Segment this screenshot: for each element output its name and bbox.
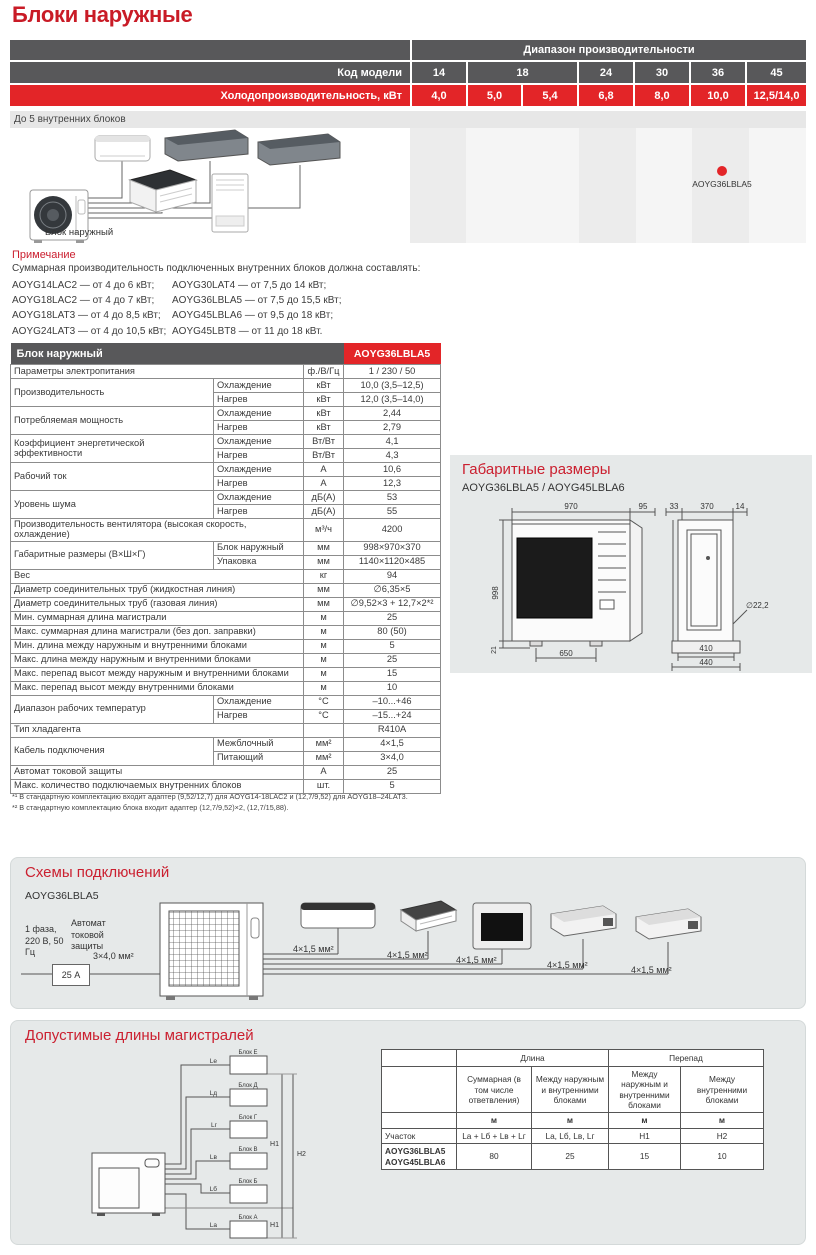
table-cell: Кабель подключения xyxy=(11,737,214,765)
outdoor-unit-label: Блок наружный xyxy=(45,227,114,238)
pipe-label: Lб xyxy=(209,1186,217,1193)
capacity-value: 10,0 xyxy=(691,85,745,106)
table-cell: Производительность xyxy=(11,379,214,407)
table-cell: м xyxy=(304,639,344,653)
capacity-value: 8,0 xyxy=(635,85,689,106)
pipe-label: Lв xyxy=(209,1154,217,1161)
dim-base-out-label: 440 xyxy=(699,658,713,667)
capacity-label: Холодопроизводительность, кВт xyxy=(10,85,410,106)
table-cell: 1 / 230 / 50 xyxy=(344,365,441,379)
table-cell: м xyxy=(304,653,344,667)
table-cell: дБ(А) xyxy=(304,491,344,505)
block-label: Блок Б xyxy=(238,1179,258,1185)
table-cell: кВт xyxy=(304,393,344,407)
notes-title: Примечание xyxy=(12,249,76,261)
table-cell: Блок наружный xyxy=(214,541,304,555)
column-stripe xyxy=(466,128,579,243)
block-label: Блок Е xyxy=(238,1050,258,1056)
table-cell: м xyxy=(304,625,344,639)
table-cell: AOYG36LBLA5 AOYG45LBLA6 xyxy=(382,1144,457,1170)
notes-section xyxy=(12,249,442,339)
table-cell: Lа + Lб + Lв + Lг xyxy=(457,1128,532,1143)
table-cell: м xyxy=(609,1113,681,1128)
table-cell: Мин. длина между наружным и внутренними блоками xyxy=(11,639,304,653)
table-cell: м xyxy=(681,1113,764,1128)
model-code-18: 18 xyxy=(468,62,577,83)
table-cell: м³/ч xyxy=(304,519,344,542)
table-cell: Диаметр соединительных труб (жидкостная линия) xyxy=(11,583,304,597)
column-stripe xyxy=(579,128,636,243)
table-cell: 4,1 xyxy=(344,435,441,449)
wiring-cassette-unit-icon xyxy=(401,901,456,931)
table-cell xyxy=(382,1113,457,1128)
capacity-value: 12,5/14,0 xyxy=(747,85,806,106)
table-cell: 25 xyxy=(344,611,441,625)
table-cell: 10,6 xyxy=(344,463,441,477)
table-row xyxy=(11,583,441,597)
notes-intro: Суммарная производительность подключенных внутренних блоков должна составлять: xyxy=(12,263,421,274)
table-cell: 94 xyxy=(344,569,441,583)
indoor-outdoor-diagram xyxy=(10,128,410,243)
lengths-diagram xyxy=(11,1046,361,1244)
table-cell: 5 xyxy=(344,779,441,793)
unit-cable-label: 4×1,5 мм² xyxy=(387,950,428,960)
table-cell: 10 xyxy=(681,1144,764,1170)
capacity-range-header: Диапазон производительности xyxy=(412,40,806,60)
notes-right-column xyxy=(172,278,342,339)
note-line: AOYG18LAC2 — от 4 до 7 кВт; xyxy=(12,295,155,307)
table-cell: 12,0 (3,5–14,0) xyxy=(344,393,441,407)
block-v xyxy=(230,1153,267,1169)
lengths-panel xyxy=(10,1020,806,1245)
table-row xyxy=(11,653,441,667)
table-cell: 3×4,0 xyxy=(344,751,441,765)
note-line: AOYG45LBLA6 — от 9,5 до 18 кВт; xyxy=(172,310,334,322)
table-row xyxy=(11,597,441,611)
unit-cable-label: 4×1,5 мм² xyxy=(547,960,588,970)
power-cable-label: 3×4,0 мм² xyxy=(93,951,134,961)
note-line: AOYG18LAT3 — от 4 до 8,5 кВт; xyxy=(12,310,161,322)
dim-width-label: 970 xyxy=(564,502,578,511)
table-cell: Нагрев xyxy=(214,477,304,491)
table-cell: °С xyxy=(304,695,344,709)
table-cell: 15 xyxy=(609,1144,681,1170)
table-row xyxy=(11,765,441,779)
table-row xyxy=(11,611,441,625)
breaker-rating: 25 А xyxy=(52,964,90,986)
table-cell: Макс. суммарная длина магистрали (без доп. заправки) xyxy=(11,625,304,639)
table-cell: –15...+24 xyxy=(344,709,441,723)
table-row xyxy=(11,681,441,695)
table-cell: 4,3 xyxy=(344,449,441,463)
cassette-unit-icon xyxy=(130,170,196,212)
pipe-label: Lа xyxy=(209,1222,217,1229)
table-cell: Вт/Вт xyxy=(304,435,344,449)
dim-foot-label: 21 xyxy=(491,646,498,654)
table-cell: Макс. перепад высот между наружным и внутренними блоками xyxy=(11,667,304,681)
table-cell: Между наружным и внутренними блоками xyxy=(609,1067,681,1113)
table-cell: 10 xyxy=(344,681,441,695)
wiring-outdoor-unit-icon xyxy=(160,903,263,1000)
wall-unit-icon xyxy=(95,136,150,161)
pipe-label: Lг xyxy=(211,1122,217,1129)
note-line: AOYG14LAC2 — от 4 до 6 кВт; xyxy=(12,280,155,291)
capacity-corner-cell xyxy=(10,40,410,60)
note-line: AOYG30LAT4 — от 7,5 до 14 кВт; xyxy=(172,280,327,291)
table-cell: ф./В/Гц xyxy=(304,365,344,379)
table-cell: Габаритные размеры (В×Ш×Г) xyxy=(11,541,214,569)
table-cell: Охлаждение xyxy=(214,491,304,505)
dimensions-drawing xyxy=(450,498,812,673)
table-cell: 55 xyxy=(344,505,441,519)
wiring-duct-unit-icon xyxy=(636,909,701,939)
block-label: Блок А xyxy=(238,1215,258,1221)
dim-span-label: 650 xyxy=(559,649,573,658)
table-cell: Между наружным и внутренними блоками xyxy=(532,1067,609,1113)
lengths-outdoor-unit-icon xyxy=(92,1153,165,1216)
table-cell: кг xyxy=(304,569,344,583)
table-cell: Вес xyxy=(11,569,304,583)
table-cell: Охлаждение xyxy=(214,695,304,709)
table-cell: Мин. суммарная длина магистрали xyxy=(11,611,304,625)
capacity-values-row xyxy=(10,85,806,106)
table-cell: мм² xyxy=(304,751,344,765)
capacity-value: 6,8 xyxy=(579,85,633,106)
table-cell: м xyxy=(457,1113,532,1128)
dim-height-label: 998 xyxy=(491,586,500,600)
table-cell: Макс. количество подключаемых внутренних блоков xyxy=(11,779,304,793)
table-cell: 4200 xyxy=(344,519,441,542)
table-cell: А xyxy=(304,765,344,779)
model-code-36: 36 xyxy=(691,62,745,83)
table-cell: H1 xyxy=(609,1128,681,1143)
notes-left-column xyxy=(12,278,172,339)
table-row xyxy=(382,1050,764,1067)
table-cell: Перепад xyxy=(609,1050,764,1067)
indoor-units-band-label: До 5 внутренних блоков xyxy=(14,114,126,125)
table-cell: мм xyxy=(304,541,344,555)
table-cell: Рабочий ток xyxy=(11,463,214,491)
dim-d1-label: 33 xyxy=(669,502,679,511)
table-cell: 25 xyxy=(344,765,441,779)
dimensions-models: AOYG36LBLA5 / AOYG45LBLA6 xyxy=(462,482,625,494)
wiring-model: AOYG36LBLA5 xyxy=(25,890,99,902)
note-line: AOYG24LAT3 — от 4 до 10,5 кВт; xyxy=(12,325,167,337)
dim-base-in-label: 410 xyxy=(699,644,713,653)
page-title: Блоки наружные xyxy=(12,2,193,27)
block-e xyxy=(230,1056,267,1074)
table-cell: 2,79 xyxy=(344,421,441,435)
block-label: Блок В xyxy=(238,1147,258,1153)
h2-label: H2 xyxy=(297,1151,306,1158)
table-cell xyxy=(382,1050,457,1067)
pipe-label: Lе xyxy=(209,1058,217,1065)
column-stripe xyxy=(410,128,466,243)
spec-header-row xyxy=(11,343,441,365)
table-cell: 80 xyxy=(457,1144,532,1170)
table-cell: 998×970×370 xyxy=(344,541,441,555)
table-cell: Параметры электропитания xyxy=(11,365,304,379)
table-cell: Lа, Lб, Lв, Lг xyxy=(532,1128,609,1143)
wiring-panel xyxy=(10,857,806,1009)
breaker-label: Автомат токовой защиты xyxy=(71,918,106,952)
model-code-24: 24 xyxy=(579,62,633,83)
table-cell: Диаметр соединительных труб (газовая линия) xyxy=(11,597,304,611)
table-cell: 80 (50) xyxy=(344,625,441,639)
table-cell: Охлаждение xyxy=(214,407,304,421)
table-cell: Уровень шума xyxy=(11,491,214,519)
table-cell: Питающий xyxy=(214,751,304,765)
table-cell xyxy=(382,1067,457,1113)
table-cell: мм xyxy=(304,583,344,597)
lengths-title: Допустимые длины магистралей xyxy=(25,1027,254,1044)
table-cell: шт. xyxy=(304,779,344,793)
table-cell: кВт xyxy=(304,379,344,393)
pipe-label: Lд xyxy=(209,1090,217,1097)
power-supply-label: 1 фаза, 220 В, 50 Гц xyxy=(25,924,64,958)
table-cell: 15 xyxy=(344,667,441,681)
table-cell: Охлаждение xyxy=(214,463,304,477)
table-cell: Нагрев xyxy=(214,709,304,723)
table-cell: Макс. длина между наружным и внутренними блоками xyxy=(11,653,304,667)
table-cell: кВт xyxy=(304,421,344,435)
table-cell xyxy=(304,723,344,737)
table-row xyxy=(382,1113,764,1128)
table-cell: 25 xyxy=(532,1144,609,1170)
table-cell: Потребляемая мощность xyxy=(11,407,214,435)
table-row xyxy=(11,463,441,477)
capacity-value: 4,0 xyxy=(412,85,466,106)
table-cell: –10...+46 xyxy=(344,695,441,709)
table-cell: Межблочный xyxy=(214,737,304,751)
capacity-table xyxy=(10,40,806,106)
block-g xyxy=(230,1121,267,1138)
table-cell: 1140×1120×485 xyxy=(344,555,441,569)
block-label: Блок Д xyxy=(238,1083,258,1089)
wiring-console-unit-icon xyxy=(473,903,531,949)
table-cell: Нагрев xyxy=(214,505,304,519)
model-code-row xyxy=(10,62,806,83)
table-cell: Автомат токовой защиты xyxy=(11,765,304,779)
table-cell: мм xyxy=(304,555,344,569)
table-cell: Коэффициент энергетической эффективности xyxy=(11,435,214,463)
footnote-1: *¹ В стандартную комплектацию входит адаптер (9,52/12,7) для AOYG14-18LAC2 и (12,7/9,52) для AOYG18–24LAT3. xyxy=(12,792,408,801)
table-cell: 10,0 (3,5–12,5) xyxy=(344,379,441,393)
capacity-value: 5,0 xyxy=(468,85,521,106)
table-cell: 2,44 xyxy=(344,407,441,421)
table-row xyxy=(11,639,441,653)
table-cell: 5 xyxy=(344,639,441,653)
table-cell: мм² xyxy=(304,737,344,751)
table-cell: 4×1,5 xyxy=(344,737,441,751)
table-row xyxy=(11,667,441,681)
table-cell: Упаковка xyxy=(214,555,304,569)
unit-cable-label: 4×1,5 мм² xyxy=(631,965,672,975)
table-row xyxy=(11,519,441,542)
table-cell: Суммарная (в том числе ответвления) xyxy=(457,1067,532,1113)
model-dot xyxy=(717,166,727,176)
table-cell: Охлаждение xyxy=(214,435,304,449)
capacity-range-row xyxy=(10,40,806,60)
table-cell: м xyxy=(304,611,344,625)
table-row xyxy=(382,1067,764,1113)
capacity-value: 5,4 xyxy=(523,85,577,106)
table-cell: Диапазон рабочих температур xyxy=(11,695,214,723)
table-row xyxy=(382,1144,764,1170)
table-cell: Нагрев xyxy=(214,449,304,463)
floor-unit-icon xyxy=(212,174,248,232)
table-cell: Нагрев xyxy=(214,421,304,435)
model-code-45: 45 xyxy=(747,62,806,83)
table-row xyxy=(11,379,441,393)
spec-header-model: AOYG36LBLA5 xyxy=(344,343,441,365)
table-cell: H2 xyxy=(681,1128,764,1143)
table-cell: Нагрев xyxy=(214,393,304,407)
table-cell: дБ(А) xyxy=(304,505,344,519)
table-cell: Вт/Вт xyxy=(304,449,344,463)
wiring-duct-unit-icon xyxy=(551,906,616,936)
dim-depth-label: 370 xyxy=(700,502,714,511)
table-row xyxy=(11,779,441,793)
table-row xyxy=(11,737,441,751)
model-code-label: Код модели xyxy=(10,62,410,83)
model-code-14: 14 xyxy=(412,62,466,83)
dim-hole-label: ∅22,2 xyxy=(746,601,769,610)
unit-cable-label: 4×1,5 мм² xyxy=(293,944,334,954)
table-cell: Охлаждение xyxy=(214,379,304,393)
unit-cable-label: 4×1,5 мм² xyxy=(456,955,497,965)
note-line: AOYG36LBLA5 — от 7,5 до 15,5 кВт; xyxy=(172,295,342,307)
dimensions-panel xyxy=(450,455,812,673)
table-cell: 12,3 xyxy=(344,477,441,491)
table-cell: Тип хладагента xyxy=(11,723,304,737)
table-row xyxy=(11,365,441,379)
table-row xyxy=(11,541,441,555)
table-row xyxy=(11,569,441,583)
h1-label: H1 xyxy=(270,1141,279,1148)
table-cell: ∅9,52×3 + 12,7×2*² xyxy=(344,597,441,611)
table-cell: Производительность вентилятора (высокая скорость, охлаждение) xyxy=(11,519,304,542)
note-line: AOYG45LBT8 — от 11 до 18 кВт. xyxy=(172,325,323,337)
wiring-wall-unit-icon xyxy=(301,903,375,928)
dim-d2-label: 14 xyxy=(735,502,745,511)
table-cell: Между внутренними блоками xyxy=(681,1067,764,1113)
wiring-title: Схемы подключений xyxy=(25,864,170,881)
duct-unit-icon xyxy=(258,134,340,165)
table-cell: 53 xyxy=(344,491,441,505)
table-cell: °С xyxy=(304,709,344,723)
table-row xyxy=(11,695,441,709)
table-cell: м xyxy=(304,681,344,695)
table-row xyxy=(11,491,441,505)
model-code-30: 30 xyxy=(635,62,689,83)
block-d xyxy=(230,1089,267,1106)
table-cell: Длина xyxy=(457,1050,609,1067)
table-row xyxy=(11,723,441,737)
table-row xyxy=(382,1128,764,1143)
h1-lower-label: H1 xyxy=(270,1222,279,1229)
dimensions-title: Габаритные размеры xyxy=(462,461,611,478)
table-cell: ∅6,35×5 xyxy=(344,583,441,597)
model-dot-label: AOYG36LBLA5 xyxy=(692,179,752,189)
table-cell: R410A xyxy=(344,723,441,737)
table-cell: А xyxy=(304,463,344,477)
spec-header-left: Блок наружный xyxy=(11,343,344,365)
block-label: Блок Г xyxy=(238,1115,258,1121)
block-a xyxy=(230,1221,267,1238)
table-cell: м xyxy=(532,1113,609,1128)
table-cell: Макс. перепад высот между внутренними блоками xyxy=(11,681,304,695)
indoor-units-band xyxy=(10,111,806,128)
table-row xyxy=(11,435,441,449)
table-row xyxy=(11,407,441,421)
table-row xyxy=(11,625,441,639)
dim-side-label: 95 xyxy=(638,502,648,511)
duct-unit-icon xyxy=(165,130,248,161)
table-cell: 25 xyxy=(344,653,441,667)
footnote-2: *² В стандартную комплектацию блока входит адаптер (12,7/9,52)×2, (12,7/15,88). xyxy=(12,803,289,812)
table-cell: кВт xyxy=(304,407,344,421)
table-cell: мм xyxy=(304,597,344,611)
table-cell: А xyxy=(304,477,344,491)
block-b xyxy=(230,1185,267,1203)
table-cell: Участок xyxy=(382,1128,457,1143)
spec-table xyxy=(10,343,441,794)
lengths-table xyxy=(381,1049,764,1170)
table-cell: м xyxy=(304,667,344,681)
